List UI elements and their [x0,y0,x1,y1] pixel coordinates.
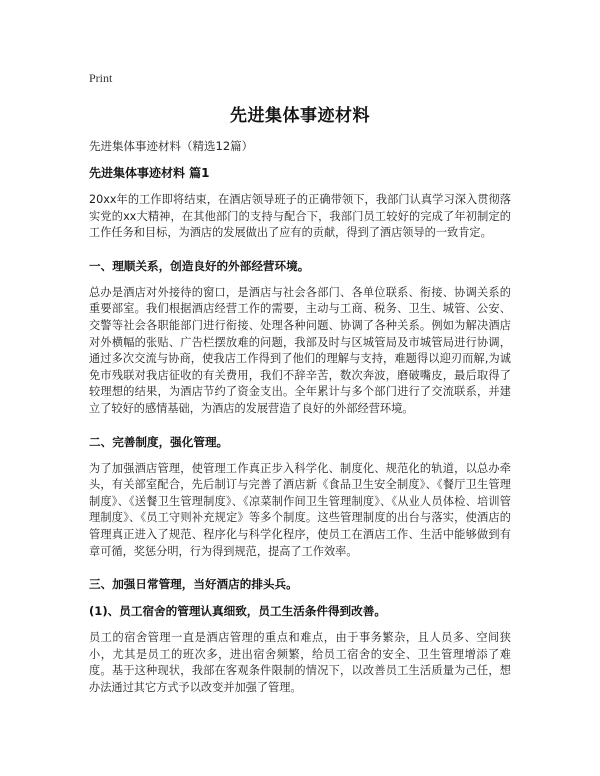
piece-heading: 先进集体事迹材料 篇1 [89,166,210,180]
document-title: 先进集体事迹材料 [230,106,370,126]
section-3-sub-paragraph: 员工的宿舍管理一直是酒店管理的重点和难点，由于事务繁杂，且人员多、空间狭小，尤其是员工的班次多，进出宿舍频繁，给员工宿舍的安全、卫生管理增添了难度。基于这种现状，我部在客观条件限制的情况下，以改善员工生活质量为己任，想办法通过其它方式予以改变并加强了管理。 [89,631,511,694]
print-label[interactable]: Print [89,71,113,85]
document-subtitle: 先进集体事迹材料（精选12篇） [89,139,254,153]
section-1-paragraph: 总办是酒店对外接待的窗口，是酒店与社会各部门、各单位联系、衔接、协调关系的重要部室。我们根据酒店经营工作的需要，主动与工商、税务、卫生、城管、公安、交警等社会各职能部门进行衔接、处理各种问题、协调了各种关系。例如为解决酒店对外横幅的张贴、广告栏摆放难的问题，我部及时与区城管局及市城管局进行协调，通过多次交流与协商，使我店工作得到了他们的理解与支持，难题得以迎刃而解,为诚免市残联对我店征收的有关费用，我们不辞辛苦，数次奔波，磨破嘴皮，最后取得了较理想的结果，为酒店节约了资金支出。全年累计与多个部门进行了交流联系，并建立了较好的感情基础，为酒店的发展营造了良好的外部经营环境。 [89,285,511,415]
section-2-paragraph: 为了加强酒店管理，使管理工作真正步入科学化、制度化、规范化的轨道，以总办牵头，有关部室配合，先后制订与完善了酒店新《食品卫生安全制度》、《餐厅卫生管理制度》、《送餐卫生管理制度》、《凉菜制作间卫生管理制度》、《从业人员体检、培训管理制度》、《员工守则补充规定》等多个制度。这些管理制度的出台与落实，使酒店的管理真正进入了规范、程序化与科学化程序，使员工在酒店工作、生活中能够做到有章可循，奖惩分明，行为得到规范，提高了工作效率。 [89,461,511,558]
document-page [89,70,511,696]
section-3-heading: 三、加强日常管理，当好酒店的排头兵。 [89,577,298,592]
section-2-heading: 二、完善制度，强化管理。 [89,434,229,449]
section-3-sub-heading: (1)、员工宿舍的管理认真细致，员工生活条件得到改善。 [89,604,386,619]
section-1-heading: 一、理顺关系，创造良好的外部经营环境。 [89,258,310,273]
intro-paragraph: 20xx年的工作即将结束，在酒店领导班子的正确带领下，我部门认真学习深入贯彻落实党的xx大精神，在其他部门的支持与配合下，我部门员工较好的完成了年初制定的工作任务和目标，为酒店的发展做出了应有的贡献，得到了酒店领导的一致肯定。 [89,193,511,240]
